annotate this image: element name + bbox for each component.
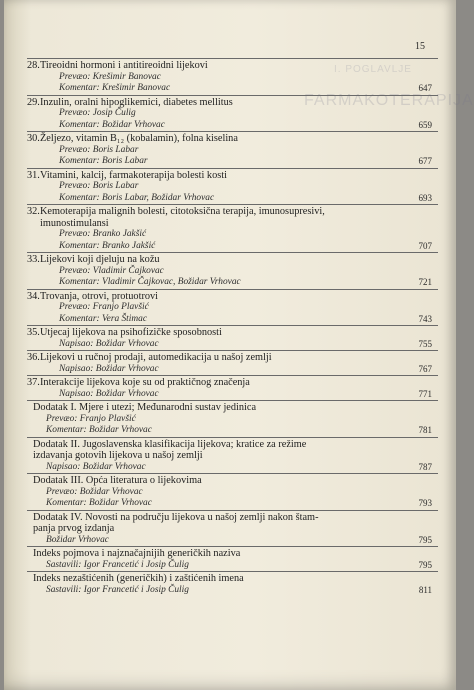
toc-title-line [27,60,438,72]
credit-line [27,83,438,95]
credit-text: Sastavili: Igor Francetić i Josip Čulig [46,584,189,595]
page-reference: 771 [418,388,432,399]
page-reference: 707 [418,240,432,251]
toc-entry [27,58,438,95]
chapter-title: Trovanja, otrovi, protuotrovi [40,290,159,302]
toc-title-line [27,352,438,364]
credit-line [27,498,438,510]
toc-title-line [27,548,438,560]
chapter-title: Dodatak IV. Novosti na području lijekova u našoj zemlji nakon štam- [33,511,319,523]
chapter-number: 31. [27,169,40,181]
credit-line [27,156,438,168]
page-reference: 659 [418,119,432,130]
page-number: 15 [415,41,425,52]
toc-title-line [27,97,438,109]
chapter-title: Tireoidni hormoni i antitireoidni lijekovi [40,60,208,71]
credit-line [27,72,438,84]
page-reference: 767 [418,363,432,374]
page-reference: 721 [418,277,432,287]
credit-text: Komentar: Boris Labar [59,156,148,166]
credit-line [27,241,438,253]
credit-text: Komentar: Krešimir Banovac [59,83,171,93]
credit-line [27,181,438,193]
toc-entry [27,571,438,596]
toc-title-line [27,218,438,230]
page-reference: 781 [418,425,432,435]
toc-entry [27,546,438,571]
chapter-title: Indeks pojmova i najznačajnijih generičkih naziva [33,548,241,559]
chapter-number: 33. [27,254,40,265]
credit-text: Prevæo: Boris Labar [59,144,139,155]
credit-line [27,145,438,157]
chapter-title: izdavanja gotovih lijekova u našoj zemlji [33,450,203,461]
credit-line [27,364,438,376]
credit-text: Komentar: Vladimir Čajkovac, Božidar Vrhovac [59,277,241,287]
credit-text: Napisao: Božidar Vrhovac [59,338,159,349]
chapter-title: Lijekovi u ručnoj prodaji, automedikacija u našoj zemlji [40,352,272,363]
credit-text: Komentar: Branko Jakšić [59,240,156,251]
credit-line [27,414,438,426]
chapter-title: Kemoterapija malignih bolesti, citotoksična terapija, imunosupresivi, [40,206,325,217]
toc-title-line [27,450,438,462]
credit-line [27,229,438,241]
bleed-through-chapter-label: I. POGLAVLJE [334,64,412,75]
page-reference: 693 [418,192,432,203]
credit-text: Napisao: Božidar Vrhovac [46,461,146,472]
chapter-title: Indeks nezaštićenih (generičkih) i zaštićenih imena [33,573,244,584]
credit-text: Komentar: Božidar Vrhovac [46,425,152,435]
toc-entry [27,168,438,205]
credit-line [27,560,438,572]
chapter-number: 30. [27,133,40,144]
credit-text: Komentar: Boris Labar, Božidar Vrhovac [59,192,215,203]
table-of-contents [4,58,456,596]
credit-line [27,425,438,437]
credit-line [27,339,438,351]
credit-text: Komentar: Božidar Vrhovac [59,119,165,130]
credit-text: Prevæo: Boris Labar [59,181,139,191]
credit-text: Komentar: Vera Štimac [59,313,148,324]
toc-entry [27,204,438,252]
page-reference: 743 [418,313,432,324]
credit-text: Prevæo: Božidar Vrhovac [46,486,143,497]
credit-text: Prevæo: Josip Čulig [59,108,136,118]
toc-entry [27,375,438,400]
toc-entry [27,252,438,289]
credit-text: Prevæo: Branko Jakšić [59,229,147,239]
credit-line [27,277,438,289]
toc-title-line [27,327,438,339]
chapter-number: 28. [27,60,40,71]
credit-line [27,193,438,205]
toc-entry [27,289,438,326]
toc-title-line [27,377,438,389]
toc-title-line [27,254,438,266]
chapter-title: Dodatak I. Mjere i utezi; Međunarodni sustav jedinica [33,402,257,413]
credit-text: Sastavili: Igor Francetić i Josip Čulig [46,559,189,570]
toc-title-line [27,512,438,524]
toc-title-line [27,573,438,585]
credit-text: Božidar Vrhovac [46,534,109,545]
page-reference: 677 [418,156,432,166]
credit-line [27,108,438,120]
page-reference: 795 [418,559,432,570]
credit-line [27,487,438,499]
toc-title-line [27,291,438,303]
chapter-title: Inzulin, oralni hipoglikemici, diabetes mellitus [40,96,233,108]
chapter-number: 35. [27,327,40,338]
toc-entry [27,510,438,547]
toc-entry [27,473,438,510]
credit-line [27,314,438,326]
toc-title-line [27,133,438,145]
toc-title-line [27,402,438,414]
toc-title-line [27,206,438,218]
credit-text: Komentar: Božidar Vrhovac [46,498,152,508]
credit-line [27,389,438,401]
chapter-title: imunostimulansi [40,217,109,229]
credit-line [27,266,438,278]
page-reference: 647 [418,83,432,93]
toc-title-line [27,475,438,487]
chapter-title: Interakcije lijekova koje su od praktičnog značenja [40,377,250,388]
credit-text: Napisao: Božidar Vrhovac [59,388,159,399]
chapter-title: Dodatak II. Jugoslavenska klasifikacija lijekova; kratice za režime [33,438,307,450]
chapter-title: Lijekovi koji djeluju na kožu [40,254,160,265]
toc-title-line [27,523,438,535]
chapter-title: panja prvog izdanja [33,523,115,534]
page-reference: 795 [418,534,432,545]
toc-entry [27,400,438,437]
chapter-number: 29. [27,96,40,108]
page-reference: 793 [418,498,432,508]
toc-entry [27,325,438,350]
chapter-title: Dodatak III. Opća literatura o lijekovima [33,475,202,486]
toc-title-line [27,170,438,182]
credit-text: Napisao: Božidar Vrhovac [59,363,159,374]
credit-line [27,535,438,547]
credit-line [27,302,438,314]
bleed-through-chapter-title: FARMAKOTERAPIJA [304,92,474,109]
credit-text: Prevæo: Vladimir Čajkovac [59,265,164,276]
credit-line [27,585,438,597]
toc-entry [27,437,438,474]
page-reference: 755 [418,338,432,349]
chapter-title: Utjecaj lijekova na psihofizičke sposobnosti [40,327,222,338]
chapter-number: 32. [27,206,40,217]
toc-entry [27,131,438,168]
chapter-number: 34. [27,290,40,302]
page-reference: 811 [418,584,432,595]
toc-entry [27,95,438,132]
toc-entry [27,350,438,375]
chapter-number: 37. [27,377,40,388]
credit-text: Prevæo: Franjo Plavšić [59,302,149,312]
toc-title-line [27,439,438,451]
chapter-number: 36. [27,352,40,363]
credit-line [27,462,438,474]
chapter-title: Željezo, vitamin B₁₂ (kobalamin), folna kiselina [40,133,238,144]
book-page [4,0,474,690]
chapter-title: Vitamini, kalcij, farmakoterapija bolesti kosti [40,169,227,181]
credit-text: Prevæo: Krešimir Banovac [59,71,161,82]
page-reference: 787 [418,461,432,472]
credit-line [27,120,438,132]
credit-text: Prevæo: Franjo Plavšić [46,413,136,424]
